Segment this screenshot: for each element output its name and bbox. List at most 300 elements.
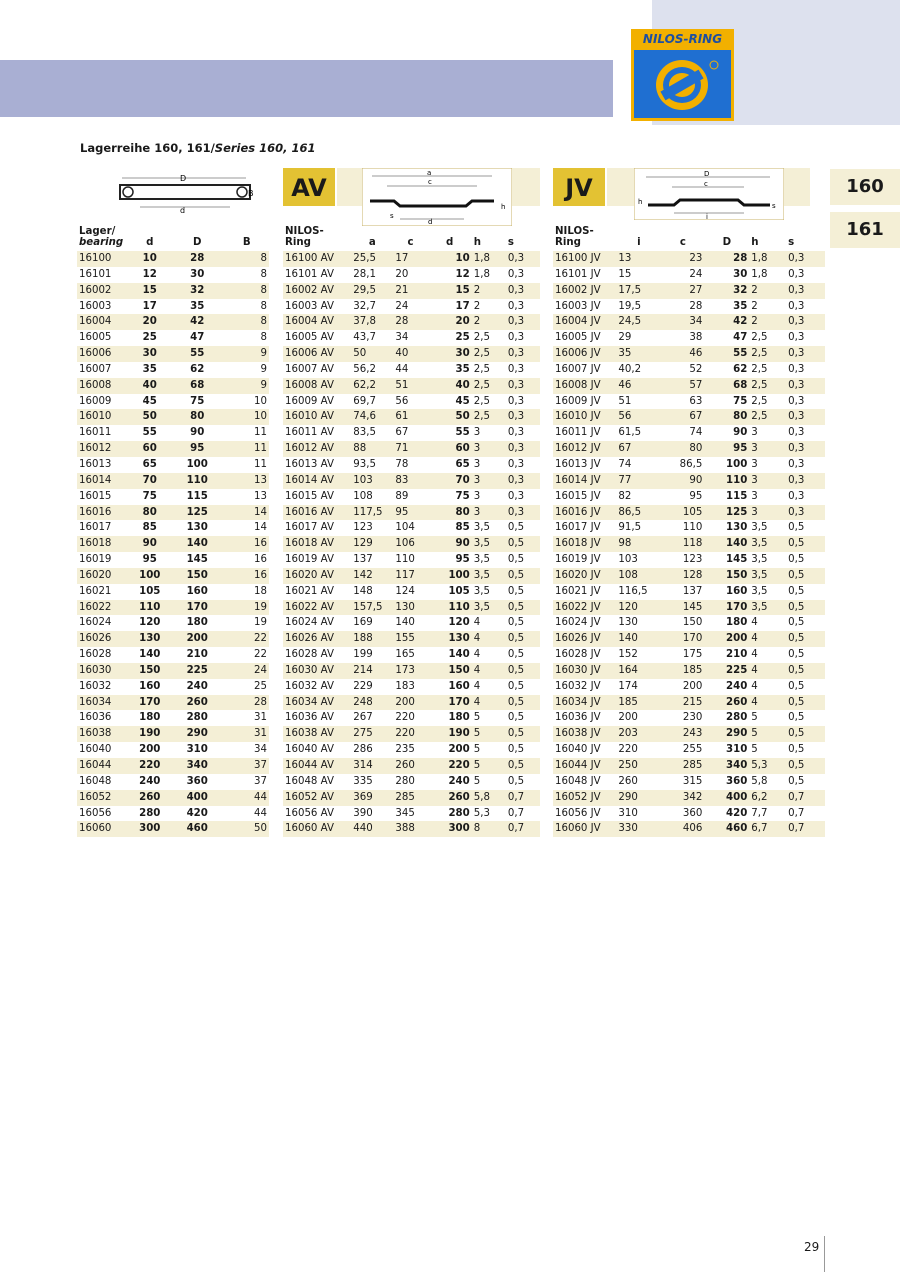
table-cell: 0,3 <box>507 332 525 344</box>
table-cell: 44 <box>395 363 409 375</box>
table-cell: 16028 AV <box>285 649 334 661</box>
table-cell: 170 <box>428 695 472 711</box>
table-row <box>283 695 540 711</box>
header-bearing: Lager/ bearing <box>79 226 124 248</box>
table-cell: 0,7 <box>786 790 825 806</box>
table-row <box>77 299 269 315</box>
table-cell: 16011 AV <box>285 427 334 439</box>
table-row <box>553 251 825 267</box>
table-cell: 34 <box>254 744 267 756</box>
table-cell: 290 <box>170 726 225 742</box>
table-cell: 5 <box>749 726 786 742</box>
header-d: d <box>146 237 154 248</box>
table-cell: 170 <box>661 631 704 647</box>
table-cell: 0,5 <box>506 726 540 742</box>
table-cell: 420 <box>726 807 748 819</box>
table-cell: 280 <box>139 807 161 819</box>
table-cell: 2,5 <box>473 332 490 344</box>
table-cell: 0,5 <box>507 617 525 629</box>
table-cell: 19,5 <box>618 300 642 312</box>
table-cell: 16040 <box>79 744 112 756</box>
table-row <box>283 647 540 663</box>
table-cell: 0,5 <box>786 600 825 616</box>
table-cell: 260 <box>393 758 427 774</box>
table-cell: 140 <box>395 617 415 629</box>
table-cell: 62,2 <box>351 378 393 394</box>
table-cell: 117 <box>393 568 427 584</box>
table-row <box>283 505 540 521</box>
table-cell: 108 <box>353 490 373 502</box>
table-row <box>77 505 269 521</box>
table-cell: 16026 <box>77 631 130 647</box>
table-cell: 130 <box>186 522 208 534</box>
table-row <box>553 726 825 742</box>
table-cell: 335 <box>353 775 373 787</box>
table-cell: 240 <box>448 775 470 787</box>
table-row <box>553 695 825 711</box>
table-cell: 85 <box>142 522 157 534</box>
table-cell: 21 <box>393 283 427 299</box>
table-cell: 200 <box>448 744 470 756</box>
table-cell: 20 <box>428 314 472 330</box>
table-cell: 460 <box>170 821 225 837</box>
table-cell: 83 <box>393 473 427 489</box>
table-cell: 16013 JV <box>555 458 601 470</box>
table-cell: 31 <box>254 712 267 724</box>
table-cell: 16052 JV <box>553 790 616 806</box>
table-row <box>283 441 540 457</box>
table-cell: 61 <box>393 409 427 425</box>
bearing-label-B: B <box>248 189 254 198</box>
table-cell: 0,5 <box>507 649 525 661</box>
table-cell: 16020 JV <box>553 568 616 584</box>
svg-text:c: c <box>704 180 708 188</box>
table-cell: 16017 AV <box>285 522 334 534</box>
table-cell: 16012 <box>77 441 130 457</box>
svg-text:i: i <box>706 213 708 220</box>
table-cell: 16024 <box>79 617 112 629</box>
table-cell: 210 <box>726 649 748 661</box>
table-cell: 118 <box>661 536 704 552</box>
table-row <box>283 663 540 679</box>
table-cell: 22 <box>225 631 269 647</box>
table-cell: 173 <box>393 663 427 679</box>
table-cell: 285 <box>661 758 704 774</box>
table-cell: 3 <box>472 473 506 489</box>
table-cell: 37,8 <box>351 314 393 330</box>
table-cell: 16101 JV <box>555 268 601 280</box>
table-cell: 44 <box>254 807 267 819</box>
table-cell: 0,3 <box>506 505 540 521</box>
table-cell: 67 <box>395 427 409 439</box>
table-cell: 16018 <box>77 536 130 552</box>
table-row <box>77 663 269 679</box>
table-cell: 63 <box>689 395 703 407</box>
table-cell: 50 <box>351 346 393 362</box>
table-cell: 16038 JV <box>553 726 616 742</box>
table-cell: 5 <box>472 758 506 774</box>
table-row <box>77 631 269 647</box>
table-cell: 0,5 <box>786 568 825 584</box>
table-cell: 2,5 <box>751 332 768 344</box>
table-cell: 0,3 <box>788 268 805 280</box>
table-cell: 170 <box>130 695 170 711</box>
table-cell: 95 <box>704 441 749 457</box>
table-cell: 1,8 <box>751 268 768 280</box>
table-cell: 2,5 <box>472 409 506 425</box>
table-cell: 0,7 <box>506 821 540 837</box>
table-cell: 16032 JV <box>555 680 601 692</box>
table-cell: 100 <box>428 568 472 584</box>
header-d: d <box>445 237 454 248</box>
table-cell: 105 <box>448 585 470 597</box>
table-row <box>77 758 269 774</box>
table-cell: 16016 JV <box>553 505 616 521</box>
table-cell: 50 <box>225 821 269 837</box>
header-band <box>0 60 613 117</box>
table-cell: 0,5 <box>788 554 805 566</box>
table-cell: 103 <box>618 554 638 566</box>
table-cell: 16021 JV <box>555 585 601 597</box>
bearing-table <box>77 223 269 837</box>
table-row <box>553 806 825 822</box>
table-cell: 0,5 <box>788 522 805 534</box>
table-cell: 16044 JV <box>553 758 616 774</box>
table-row <box>283 362 540 378</box>
table-cell: 61,5 <box>618 427 642 439</box>
table-cell: 16007 AV <box>285 363 334 375</box>
table-row <box>283 330 540 346</box>
tab-161[interactable]: 161 <box>830 212 900 248</box>
table-cell: 44 <box>225 790 269 806</box>
table-cell: 440 <box>351 821 393 837</box>
table-cell: 16003 AV <box>285 300 334 312</box>
table-cell: 16048 <box>79 775 112 787</box>
table-row <box>553 362 825 378</box>
table-cell: 42 <box>704 314 749 330</box>
table-cell: 16012 JV <box>553 441 616 457</box>
table-cell: 130 <box>428 631 472 647</box>
svg-text:s: s <box>772 202 776 210</box>
table-cell: 16018 AV <box>283 536 351 552</box>
table-cell: 0,5 <box>507 585 525 597</box>
table-row <box>77 314 269 330</box>
table-cell: 3,5 <box>751 522 768 534</box>
table-cell: 1,8 <box>472 251 506 267</box>
table-cell: 175 <box>682 649 703 661</box>
table-cell: 16026 AV <box>283 631 351 647</box>
table-cell: 16044 AV <box>283 758 351 774</box>
table-cell: 105 <box>139 585 161 597</box>
table-row <box>553 330 825 346</box>
table-cell: 248 <box>351 695 393 711</box>
table-cell: 2,5 <box>473 363 490 375</box>
table-cell: 220 <box>395 712 415 724</box>
table-cell: 180 <box>139 712 161 724</box>
table-cell: 16040 JV <box>555 744 601 756</box>
svg-text:D: D <box>704 170 710 178</box>
table-cell: 16034 JV <box>553 695 616 711</box>
table-cell: 165 <box>395 649 415 661</box>
table-row <box>283 679 540 695</box>
table-cell: 62 <box>190 363 205 375</box>
table-cell: 98 <box>616 536 661 552</box>
page-divider <box>824 1236 825 1272</box>
table-cell: 115 <box>726 490 748 502</box>
table-cell: 67 <box>616 441 661 457</box>
header-nilos-ring: NILOS- Ring <box>555 226 594 248</box>
table-cell: 160 <box>448 680 470 692</box>
table-cell: 30 <box>190 268 205 280</box>
table-cell: 28 <box>704 251 749 267</box>
table-cell: 16052 <box>77 790 130 806</box>
table-cell: 150 <box>704 568 749 584</box>
table-cell: 120 <box>448 617 470 629</box>
header-s: s <box>788 237 795 248</box>
table-cell: 1,8 <box>473 268 490 280</box>
table-cell: 220 <box>428 758 472 774</box>
table-cell: 32 <box>170 283 225 299</box>
table-cell: 210 <box>186 649 208 661</box>
table-cell: 16036 JV <box>555 712 601 724</box>
table-cell: 142 <box>351 568 393 584</box>
table-cell: 16019 JV <box>555 554 601 566</box>
table-row <box>553 441 825 457</box>
table-cell: 32 <box>704 283 749 299</box>
table-cell: 16010 <box>77 409 130 425</box>
table-row <box>283 631 540 647</box>
table-cell: 35 <box>142 363 157 375</box>
svg-text:s: s <box>390 212 394 220</box>
table-cell: 0,7 <box>788 807 805 819</box>
table-cell: 130 <box>618 617 638 629</box>
table-cell: 16014 <box>77 473 130 489</box>
table-cell: 16003 <box>79 300 112 312</box>
table-row <box>77 726 269 742</box>
table-cell: 286 <box>353 744 373 756</box>
table-cell: 180 <box>726 617 748 629</box>
header-nilos-ring: NILOS- Ring <box>285 226 324 248</box>
table-cell: 104 <box>395 522 415 534</box>
table-cell: 340 <box>704 758 749 774</box>
table-cell: 7,7 <box>751 807 768 819</box>
table-cell: 16100 JV <box>553 251 616 267</box>
table-row <box>77 346 269 362</box>
table-cell: 2 <box>473 300 481 312</box>
table-cell: 190 <box>130 726 170 742</box>
table-row <box>77 425 269 441</box>
table-cell: 16009 <box>79 395 112 407</box>
table-cell: 103 <box>351 473 393 489</box>
table-cell: 2,5 <box>751 395 768 407</box>
table-cell: 16026 JV <box>553 631 616 647</box>
table-cell: 3 <box>749 441 786 457</box>
table-cell: 8 <box>225 283 269 299</box>
table-cell: 5 <box>751 712 758 724</box>
av-label: AV <box>283 168 335 206</box>
table-cell: 31 <box>225 726 269 742</box>
table-cell: 19 <box>225 600 269 616</box>
table-cell: 37 <box>225 758 269 774</box>
table-cell: 14 <box>254 522 267 534</box>
table-cell: 214 <box>351 663 393 679</box>
table-cell: 29,5 <box>351 283 393 299</box>
table-cell: 0,5 <box>506 663 540 679</box>
table-cell: 90 <box>130 536 170 552</box>
header-B: B <box>242 237 251 248</box>
table-cell: 130 <box>726 522 748 534</box>
table-row <box>553 647 825 663</box>
table-cell: 3,5 <box>472 536 506 552</box>
table-row <box>77 790 269 806</box>
table-cell: 16022 AV <box>283 600 351 616</box>
table-cell: 4 <box>749 663 786 679</box>
table-cell: 360 <box>186 775 208 787</box>
table-cell: 10 <box>225 409 269 425</box>
table-cell: 0,5 <box>507 744 525 756</box>
table-cell: 86,5 <box>616 505 661 521</box>
table-cell: 0,3 <box>786 505 825 521</box>
table-cell: 16020 AV <box>283 568 351 584</box>
table-cell: 200 <box>682 680 703 692</box>
jv-diagram <box>634 168 784 220</box>
table-cell: 250 <box>616 758 661 774</box>
table-cell: 188 <box>351 631 393 647</box>
table-cell: 280 <box>726 712 748 724</box>
table-cell: 75 <box>733 395 748 407</box>
table-cell: 16016 <box>77 505 130 521</box>
table-cell: 9 <box>225 346 269 362</box>
table-row <box>77 584 269 600</box>
table-cell: 95 <box>142 554 157 566</box>
table-cell: 25,5 <box>351 251 393 267</box>
table-cell: 71 <box>393 441 427 457</box>
table-cell: 220 <box>618 744 638 756</box>
table-cell: 160 <box>186 585 208 597</box>
page-number: 29 <box>804 1240 820 1254</box>
table-cell: 4 <box>751 617 758 629</box>
table-row <box>553 774 825 790</box>
table-cell: 5,8 <box>472 790 506 806</box>
table-cell: 145 <box>661 600 704 616</box>
table-cell: 13 <box>254 490 267 502</box>
table-cell: 2,5 <box>749 378 786 394</box>
jv-label: JV <box>553 168 605 206</box>
table-cell: 5 <box>473 744 481 756</box>
table-row <box>553 536 825 552</box>
table-cell: 3 <box>749 505 786 521</box>
table-cell: 150 <box>682 617 703 629</box>
table-cell: 16101 AV <box>285 268 334 280</box>
table-cell: 27 <box>661 283 704 299</box>
table-row <box>553 283 825 299</box>
table-cell: 16020 <box>77 568 130 584</box>
table-cell: 152 <box>618 649 638 661</box>
table-cell: 2,5 <box>472 346 506 362</box>
table-cell: 3,5 <box>473 585 490 597</box>
table-cell: 203 <box>616 726 661 742</box>
table-cell: 3 <box>473 427 481 439</box>
table-cell: 110 <box>682 522 703 534</box>
table-cell: 95 <box>689 490 703 502</box>
table-row <box>283 378 540 394</box>
table-cell: 460 <box>704 821 749 837</box>
table-cell: 8 <box>260 268 267 280</box>
table-cell: 13 <box>225 473 269 489</box>
table-cell: 0,5 <box>507 775 525 787</box>
table-cell: 140 <box>448 649 470 661</box>
table-cell: 95 <box>393 505 427 521</box>
table-cell: 17,5 <box>616 283 661 299</box>
table-row <box>77 378 269 394</box>
svg-text:d: d <box>428 218 433 226</box>
table-cell: 6,2 <box>749 790 786 806</box>
table-cell: 80 <box>661 441 704 457</box>
brand-name: NILOS-RING <box>631 29 734 49</box>
table-cell: 16004 AV <box>283 314 351 330</box>
table-cell: 16052 AV <box>283 790 351 806</box>
table-cell: 310 <box>618 807 638 819</box>
table-cell: 24 <box>225 663 269 679</box>
table-cell: 70 <box>428 473 472 489</box>
table-cell: 70 <box>130 473 170 489</box>
table-cell: 5,3 <box>749 758 786 774</box>
table-cell: 16004 JV <box>553 314 616 330</box>
table-cell: 140 <box>616 631 661 647</box>
table-cell: 290 <box>704 726 749 742</box>
table-cell: 0,5 <box>507 554 525 566</box>
table-row <box>553 489 825 505</box>
table-cell: 5 <box>473 712 481 724</box>
table-row <box>77 267 269 283</box>
table-cell: 47 <box>190 332 205 344</box>
table-cell: 35 <box>190 300 205 312</box>
table-cell: 50 <box>428 409 472 425</box>
header-h: h <box>473 237 481 248</box>
table-cell: 3 <box>749 473 786 489</box>
table-cell: 16048 JV <box>555 775 601 787</box>
table-cell: 40 <box>130 378 170 394</box>
table-cell: 16006 AV <box>283 346 351 362</box>
table-cell: 148 <box>353 585 373 597</box>
table-cell: 200 <box>139 744 161 756</box>
table-cell: 16005 AV <box>285 332 334 344</box>
table-cell: 4 <box>749 631 786 647</box>
table-cell: 16009 JV <box>555 395 601 407</box>
table-cell: 25 <box>142 332 157 344</box>
table-cell: 4 <box>749 695 786 711</box>
table-cell: 130 <box>130 631 170 647</box>
table-cell: 140 <box>139 649 161 661</box>
bearing-label-D: D <box>180 174 187 183</box>
table-cell: 315 <box>682 775 703 787</box>
table-cell: 199 <box>353 649 373 661</box>
table-cell: 406 <box>661 821 704 837</box>
table-cell: 125 <box>170 505 225 521</box>
table-cell: 4 <box>472 631 506 647</box>
table-cell: 285 <box>393 790 427 806</box>
table-cell: 17 <box>393 251 427 267</box>
table-cell: 360 <box>726 775 748 787</box>
table-cell: 16006 <box>77 346 130 362</box>
table-cell: 3 <box>473 490 481 502</box>
table-cell: 16036 <box>79 712 112 724</box>
tab-160[interactable]: 160 <box>830 169 900 205</box>
table-cell: 16006 JV <box>553 346 616 362</box>
table-cell: 314 <box>351 758 393 774</box>
table-cell: 4 <box>473 680 481 692</box>
table-cell: 157,5 <box>351 600 393 616</box>
